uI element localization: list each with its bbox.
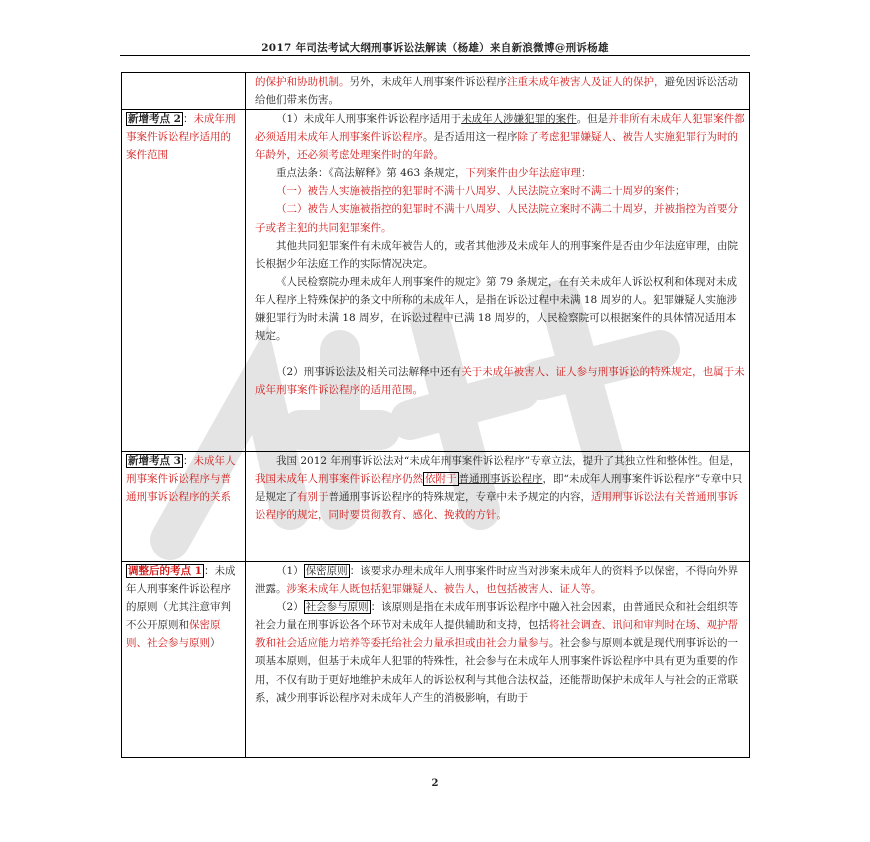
row-continuation-text: 的保护和协助机制。另外，未成年人刑事案件诉讼程序注重未成年被害人及证人的保护，避免因诉讼活动给他们带来伤害。 — [255, 76, 738, 107]
header-rule — [120, 55, 750, 56]
content-table — [121, 72, 750, 758]
topic-content-new-3: 我国 2012 年刑事诉讼法对“未成年刑事案件诉讼程序”专章立法，提升了其独立性和整体性。但是，我国未成年人刑事案件诉讼程序仍然 依附于 普通刑事诉讼程序，即“未成年人刑事案件诉讼程序”专章中只是规定了有别于普通刑事诉讼程序的特殊规定，专章中未予规定的内容，适用刑事诉讼法有关普通刑事诉讼程序的规定，同时要贯彻教育、感化、挽救的方针。 — [255, 455, 743, 522]
page-number: 2 — [431, 778, 439, 789]
page-header: 2017 年司法考试大纲刑事诉讼法解读（杨雄）来自新浪微博@刑诉杨雄 — [261, 42, 609, 54]
topic-label-new-3: 新增考点 3 ：未成年人刑事案件诉讼程序与普通刑事诉讼程序的关系 — [126, 455, 236, 504]
topic-content-adjusted-1: （1） 保密原则 ：该要求办理未成年人刑事案件时应当对涉案未成年人的资料予以保密，不得向外界泄露。涉案未成年人既包括犯罪嫌疑人、被告人，也包括被害人、证人等。 （2） 社会参与原则 ：该原则是指在未成年刑事诉讼程序中融入社会因素，由普通民众和社会组织等社会力量在刑事诉讼各个环节对未成年人提供辅助和支持，包括将社会调查、讯问和审判时在场、观护帮教和社会适应能力培养等委托给社会力量承担或由社会力量参与。社会参与原则本就是现代刑事诉讼的一项基本原则，但基于未成年人犯罪的特殊性，社会参与在未成年人刑事案件诉讼程序中具有更为重要的作用，不仅有助于更好地维护未成年人的诉讼权利与其他合法权益，还能帮助保护未成年人与社会的正常联系，减少刑事诉讼程序对未成年人产生的消极影响，有助于 — [255, 565, 739, 704]
topic-content-new-2: （1）未成年人刑事案件诉讼程序适用于未成年人涉嫌犯罪的案件。但是并非所有未成年人犯罪案件都必须适用未成年人刑事案件诉讼程序。是否适用这一程序除了考虑犯罪嫌疑人、被告人实施犯罪行为时的年龄外，还必须考虑处理案件时的年龄。 重点法条：《高法解释》第 463 条规定，下列案件由少年法庭审理： （一）被告人实施被指控的犯罪时不满十八周岁、人民法院立案时不满二十周岁的案件； （二）被告人实施被指控的犯罪时不满十八周岁、人民法院立案时不满二十周岁，并被指控为首要分子或者主犯的共同犯罪案件。 其他共同犯罪案件有未成年被告人的，或者其他涉及未成年人的刑事案件是否由少年法庭审理，由院长根据少年法庭工作的实际情况决定。 《人民检察院办理未成年人刑事案件的规定》第 79 条规定，在有关未成年人诉讼权利和体现对未成年人程序上特殊保护的条文中所称的未成年人，是指在诉讼过程中未满 18 周岁的人。犯罪嫌疑人实施涉嫌犯罪行为时未满 18 周岁，在诉讼过程中已满 18 周岁的，人民检察院可以根据案件的具体情况适用本规定。 （2）刑事诉讼法及相关司法解释中还有关于未成年被害人、证人参与刑事诉讼的特殊规定，也属于未成年刑事案件诉讼程序的适用范围。 — [255, 113, 745, 397]
topic-label-adjusted-1: 调整后的考点 1 ：未成年人刑事案件诉讼程序的原则（尤其注意审判不公开原则和保密原则、社会参与原则） — [126, 565, 236, 650]
column-divider — [245, 73, 246, 757]
topic-label-new-2: 新增考点 2 ：未成年刑事案件诉讼程序适用的案件范围 — [126, 113, 236, 162]
